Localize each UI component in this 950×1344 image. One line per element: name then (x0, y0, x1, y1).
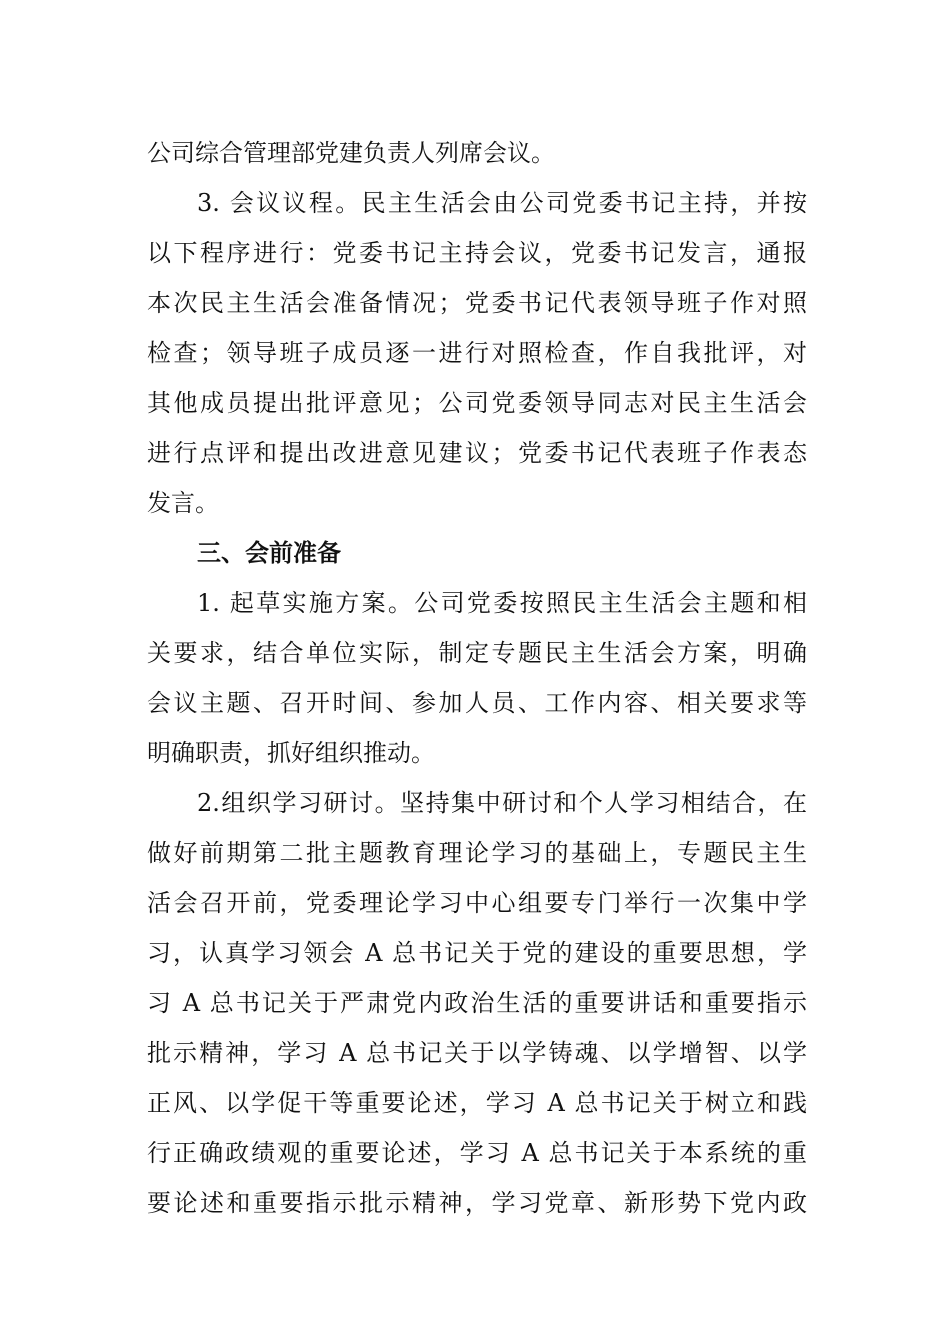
text-line: 公司综合管理部党建负责人列席会议。 (147, 139, 555, 167)
text-line: 批示精神，学习 A 总书记关于以学铸魂、以学增智、以学 (147, 1039, 807, 1067)
text-line: 关要求，结合单位实际，制定专题民主生活会方案，明确 (147, 639, 807, 667)
text-line: 习，认真学习领会 A 总书记关于党的建设的重要思想，学 (147, 939, 807, 967)
text-line: 本次民主生活会准备情况；党委书记代表领导班子作对照 (147, 289, 807, 317)
text-line: 2.组织学习研讨。坚持集中研讨和个人学习相结合，在 (197, 789, 807, 817)
text-line: 会议主题、召开时间、参加人员、工作内容、相关要求等 (147, 689, 807, 717)
text-line: 正风、以学促干等重要论述，学习 A 总书记关于树立和践 (147, 1089, 807, 1117)
text-line: 其他成员提出批评意见；公司党委领导同志对民主生活会 (147, 389, 807, 417)
paragraph-attendees (147, 128, 807, 178)
text-line: 要论述和重要指示批示精神，学习党章、新形势下党内政 (147, 1189, 807, 1217)
text-line: 进行点评和提出改进意见建议；党委书记代表班子作表态 (147, 439, 807, 467)
paragraph-agenda (147, 178, 807, 528)
document-page (147, 128, 807, 1228)
paragraph-study (147, 778, 807, 1228)
text-line: 做好前期第二批主题教育理论学习的基础上，专题民主生 (147, 839, 807, 867)
text-line: 1. 起草实施方案。公司党委按照民主生活会主题和相 (197, 589, 807, 617)
text-line: 3. 会议议程。民主生活会由公司党委书记主持，并按 (197, 189, 807, 217)
paragraph-drafting-plan (147, 578, 807, 778)
text-line: 检查；领导班子成员逐一进行对照检查，作自我批评，对 (147, 339, 807, 367)
text-line: 发言。 (147, 489, 219, 517)
text-line: 以下程序进行：党委书记主持会议，党委书记发言，通报 (147, 239, 807, 267)
section-heading: 三、会前准备 (197, 539, 341, 567)
text-line: 行正确政绩观的重要论述，学习 A 总书记关于本系统的重 (147, 1139, 807, 1167)
text-line: 明确职责，抓好组织推动。 (147, 739, 435, 767)
text-line: 习 A 总书记关于严肃党内政治生活的重要讲话和重要指示 (147, 989, 807, 1017)
text-line: 活会召开前，党委理论学习中心组要专门举行一次集中学 (147, 889, 807, 917)
